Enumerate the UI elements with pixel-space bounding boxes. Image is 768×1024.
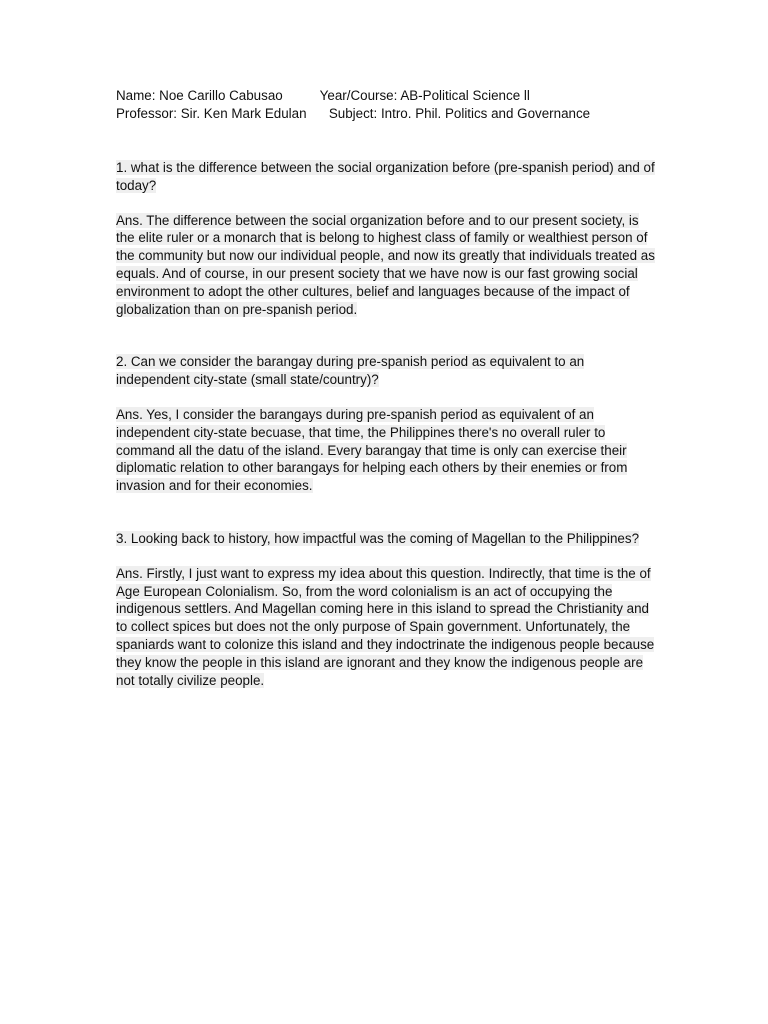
answer-3 [116,565,656,690]
answer-3-text: Ans. Firstly, I just want to express my idea about this question. Indirectly, that time is the of Age European Colonialism. So, from the word colonialism is an act of occupying the indigenous settlers. And Magellan coming here in this island to spread the Christianity and to collect spices but does not the only purpose of Spain government. Unfortunately, the spaniards want to colonize this island and they indoctrinate the indigenous people because they know the people in this island are ignorant and they know the indigenous people are not totally civilize people. [116,565,655,688]
answer-2-text: Ans. Yes, I consider the barangays during pre-spanish period as equivalent of an independent city-state becuase, that time, the Philippines there's no overall ruler to command all the datu of the island. Every barangay that time is only can exercise their diplomatic relation to other barangays for helping each others by their enemies or from invasion and for their economies. [116,406,628,494]
question-2 [116,353,656,389]
header-name-course: Name: Noe Carillo Cabusao Year/Course: AB-Political Science ll [116,88,530,103]
question-1-text: 1. what is the difference between the social organization before (pre-spanish period) and of today? [116,160,655,193]
question-3-text: 3. Looking back to history, how impactful was the coming of Magellan to the Philippines? [116,530,640,546]
answer-1-text: Ans. The difference between the social organization before and to our present society, is the elite ruler or a monarch that is belong to highest class of family or wealthiest person of the community but now our individual people, and now its greatly that individuals treated as equals. And of course, in our present society that we have now is our fast growing social environment to adopt the other cultures, belief and languages because of the impact of globalization than on pre-spanish period. [116,212,655,317]
header-professor-subject: Professor: Sir. Ken Mark Edulan Subject: Intro. Phil. Politics and Governance [116,106,591,121]
question-2-text: 2. Can we consider the barangay during pre-spanish period as equivalent to an independent city-state (small state/country)? [116,354,585,388]
answer-1 [116,212,656,319]
document-page [116,87,656,689]
question-1 [116,159,656,195]
question-3 [116,530,656,548]
answer-2 [116,406,656,495]
